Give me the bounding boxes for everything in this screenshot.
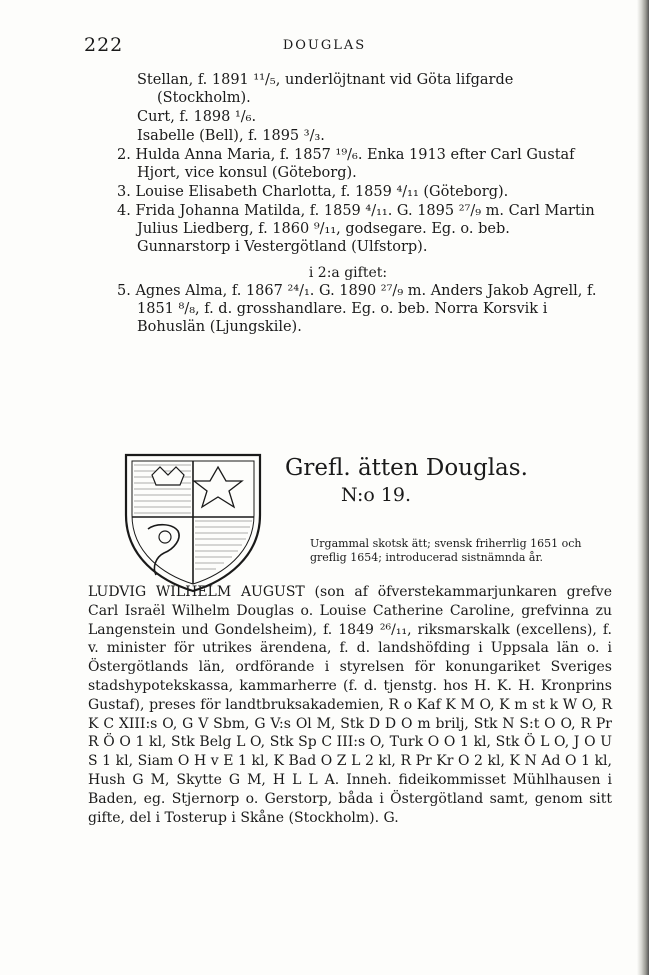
family-title: Grefl. ätten Douglas. [285,455,528,481]
second-marriage-subheading: i 2:a giftet: [308,265,388,281]
entry-frida: 4. Frida Johanna Matilda, f. 1859 ⁴/₁₁. G. 1895 ²⁷/₉ m. Carl Martin Julius Liedberg, f. 1860 ⁹/₁₁, godsegare. Eg. o. beb. Gunnarstorp i Vestergötland (Ulfstorp). [117,203,595,255]
origin-note: Urgammal skotsk ätt; svensk friherrlig 1651 och greflig 1654; introducerad sistnämnda år. [310,537,582,564]
biography-paragraph: LUDVIG WILHELM AUGUST (son af öfverstekammarjunkaren grefve Carl Israël Wilhelm Douglas o. Louise Catherine Caroline, grefvinna zu Langenstein und Gondelsheim), f. 1849 ²⁶/₁₁, riksmarskalk (excellens), f. v. minister för utrikes ärendena, f. d. landshöfding i Uppsala län o. i Östergötlands län, ordförande i styrelsen för konungariket Sveriges stadshypotekskassa, kammarherre (f. d. tjenstg. hos H. K. H. Kronprins Gustaf), preses för landtbruksakademien, R o Kaf K M O, K m st k W O, R K C XIII:s O, G V Sbm, G V:s Ol M, Stk D D O m brilj, Stk N S:t O O, R Pr R Ö O 1 kl, Stk Belg L O, Stk Sp C III:s O, Turk O O 1 kl, Stk Ö L O, J O U S 1 kl, Siam O H v E 1 kl, K Bad O Z L 2 kl, R Pr Kr O 2 kl, K N Ad O 1 kl, Hush G M, Skytte G M, H L L A. Inneh. fideikommisset Mühlhausen i Baden, eg. Stjernorp o. Gerstorp, båda i Östergötland samt, genom sitt gifte, del i Tosterup i Skåne (Stockholm). G. [88,584,612,826]
entry-agnes: 5. Agnes Alma, f. 1867 ²⁴/₁. G. 1890 ²⁷/₉ m. Anders Jakob Agrell, f. 1851 ⁸/₈, f. d. grosshandlare. Eg. o. beb. Norra Korsvik i Bohuslän (Ljungskile). [117,283,597,335]
page-number: 222 [84,34,124,56]
section-title [285,455,605,509]
entry-stellan: Stellan, f. 1891 ¹¹/₅, underlöjtnant vid Göta lifgarde (Stockholm). [137,72,514,106]
entry-louise: 3. Louise Elisabeth Charlotta, f. 1859 ⁴/₁₁ (Göteborg). [117,184,509,200]
page-edge-shadow [637,0,649,975]
continuation-entries [117,71,599,337]
entry-curt: Curt, f. 1898 ¹/₆. [137,109,257,125]
entry-isabelle: Isabelle (Bell), f. 1895 ³/₃. [137,128,325,144]
family-number: N:o 19. [341,484,412,506]
running-title: DOUGLAS [282,38,367,53]
entry-hulda: 2. Hulda Anna Maria, f. 1857 ¹⁹/₆. Enka 1913 efter Carl Gustaf Hjort, vice konsul (Göteborg). [117,147,575,181]
coat-of-arms-icon [118,445,268,595]
